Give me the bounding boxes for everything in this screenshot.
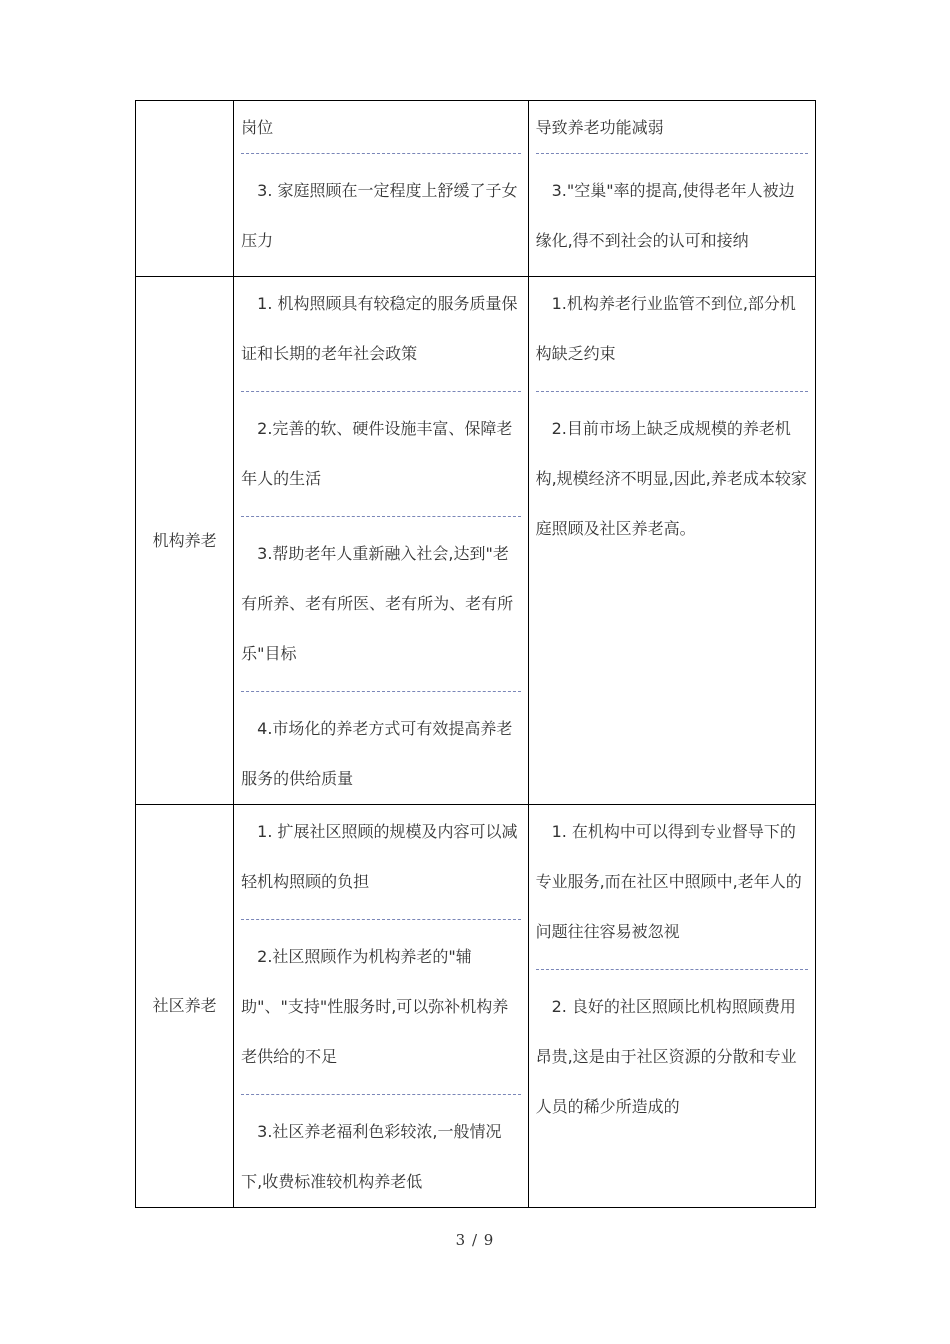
dashed-separator	[241, 153, 520, 154]
disadvantages-cell	[528, 101, 815, 277]
category-cell: 社区养老	[136, 805, 234, 1208]
disadvantages-cell	[528, 277, 815, 805]
disadvantage-item: 3."空巢"率的提高,使得老年人被边缘化,得不到社会的认可和接纳	[535, 181, 795, 250]
disadvantage-item: 导致养老功能减弱	[535, 118, 664, 137]
dashed-separator	[536, 153, 808, 154]
advantages-cell	[234, 277, 528, 805]
dashed-separator	[536, 969, 808, 970]
advantage-item: 4.市场化的养老方式可有效提高养老服务的供给质量	[241, 719, 513, 788]
advantage-item: 3.社区养老福利色彩较浓,一般情况下,收费标准较机构养老低	[241, 1122, 502, 1191]
disadvantage-item: 2.目前市场上缺乏成规模的养老机构,规模经济不明显,因此,养老成本较家庭照顾及社区养老高。	[535, 419, 807, 538]
disadvantages-cell	[528, 805, 815, 1208]
category-cell: 机构养老	[136, 277, 234, 805]
table-row-community	[136, 805, 816, 1208]
table-row-institution	[136, 277, 816, 805]
disadvantage-item: 1.机构养老行业监管不到位,部分机构缺乏约束	[535, 294, 796, 363]
advantage-item: 1. 扩展社区照顾的规模及内容可以减轻机构照顾的负担	[241, 822, 518, 891]
advantages-cell	[234, 101, 528, 277]
table-row-continued	[136, 101, 816, 277]
advantages-cell	[234, 805, 528, 1208]
dashed-separator	[241, 516, 520, 517]
dashed-separator	[241, 1094, 520, 1095]
advantage-item: 3.帮助老年人重新融入社会,达到"老有所养、老有所医、老有所为、老有所乐"目标	[241, 544, 514, 663]
dashed-separator	[536, 391, 808, 392]
disadvantage-item: 2. 良好的社区照顾比机构照顾费用昂贵,这是由于社区资源的分散和专业人员的稀少所造成的	[535, 997, 797, 1116]
page-number: 3 / 9	[455, 1231, 495, 1249]
disadvantage-item: 1. 在机构中可以得到专业督导下的专业服务,而在社区中照顾中,老年人的问题往往容易被忽视	[535, 822, 802, 941]
advantage-item: 3. 家庭照顾在一定程度上舒缓了子女压力	[241, 181, 518, 250]
category-cell-empty	[136, 101, 234, 277]
comparison-table	[135, 100, 816, 1208]
advantage-item: 1. 机构照顾具有较稳定的服务质量保证和长期的老年社会政策	[241, 294, 518, 363]
advantage-item: 2.社区照顾作为机构养老的"辅助"、"支持"性服务时,可以弥补机构养老供给的不足	[241, 947, 509, 1066]
dashed-separator	[241, 919, 520, 920]
dashed-separator	[241, 691, 520, 692]
dashed-separator	[241, 391, 520, 392]
advantage-item: 2.完善的软、硬件设施丰富、保障老年人的生活	[241, 419, 513, 488]
advantage-item: 岗位	[241, 118, 274, 137]
